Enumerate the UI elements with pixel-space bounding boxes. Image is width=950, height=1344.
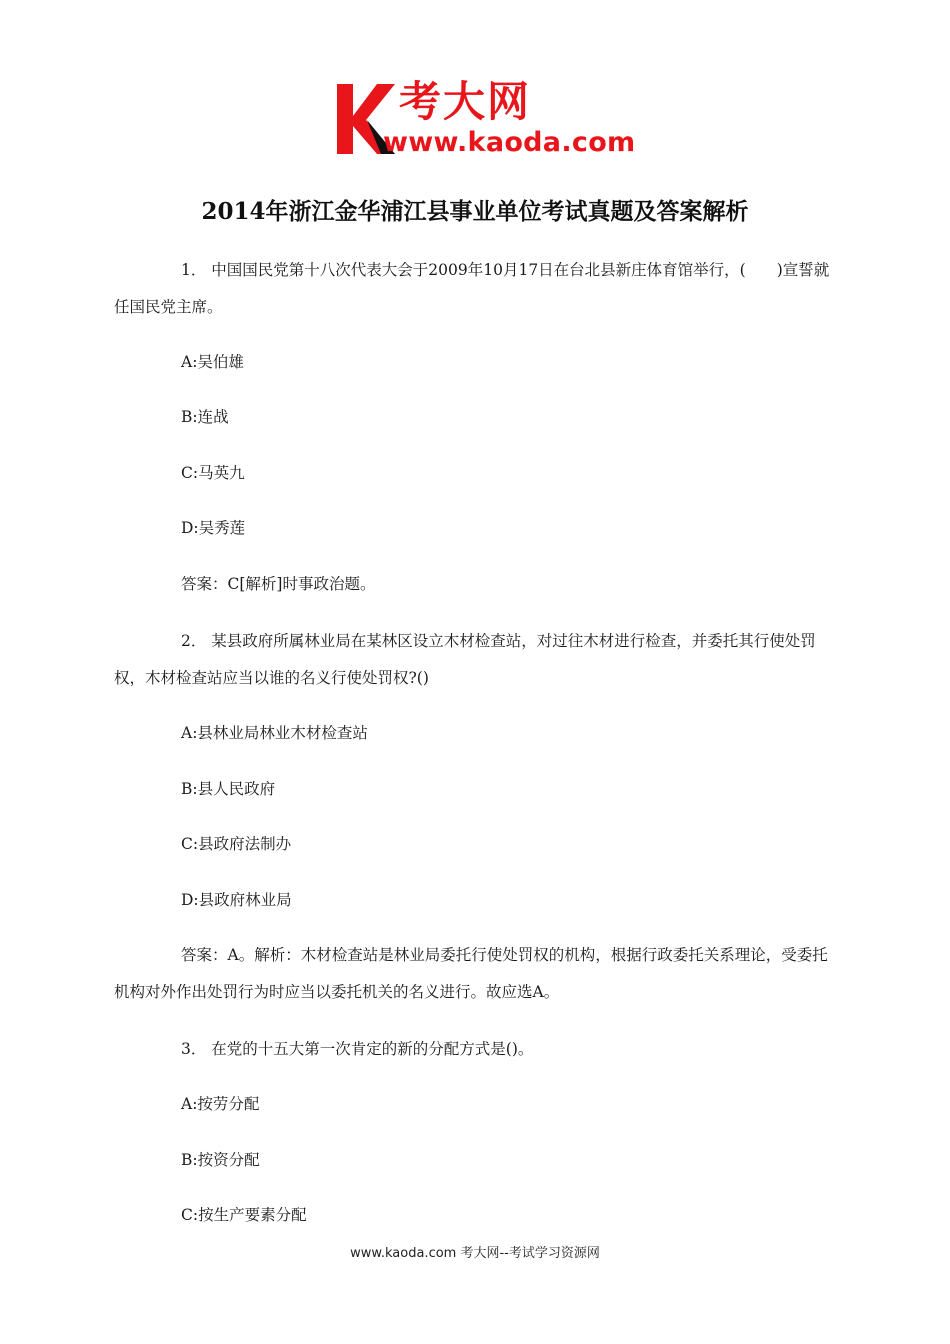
question-1-option-a: A:吴伯雄: [181, 353, 244, 371]
site-logo: [333, 78, 653, 160]
document-title: 2014年浙江金华浦江县事业单位考试真题及答案解析: [201, 198, 749, 226]
question-2-option-a: A:县林业局林业木材检查站: [181, 724, 368, 742]
question-1-stem: 1． 中国国民党第十八次代表大会于2009年10月17日在台北县新庄体育馆举行，( )宣誓就任国民党主席。: [114, 261, 830, 316]
question-1-answer: 答案：C[解析]时事政治题。: [181, 575, 376, 593]
question-3-option-c: C:按生产要素分配: [181, 1206, 307, 1224]
page-footer: www.kaoda.com 考大网--考试学习资源网: [350, 1246, 600, 1261]
logo-brand-cn: 考大网: [399, 77, 532, 126]
question-3-option-b: B:按资分配: [181, 1151, 260, 1169]
question-3-stem: 3． 在党的十五大第一次肯定的新的分配方式是()。: [181, 1040, 534, 1058]
question-2-option-b: B:县人民政府: [181, 780, 276, 798]
question-3-option-a: A:按劳分配: [181, 1095, 260, 1113]
question-2-option-d: D:县政府林业局: [181, 891, 292, 909]
question-2-answer: 答案：A。解析：木材检查站是林业局委托行使处罚权的机构，根据行政委托关系理论，受委托机构对外作出处罚行为时应当以委托机关的名义进行。故应选A。: [114, 946, 828, 1001]
logo-brand-url: www.kaoda.com: [383, 127, 636, 158]
question-2-option-c: C:县政府法制办: [181, 835, 292, 853]
question-2-stem: 2． 某县政府所属林业局在某林区设立木材检查站，对过往木材进行检查，并委托其行使处罚权，木材检查站应当以谁的名义行使处罚权?(): [114, 632, 816, 687]
question-1-option-c: C:马英九: [181, 464, 245, 482]
question-1-option-d: D:吴秀莲: [181, 519, 246, 537]
question-1-option-b: B:连战: [181, 408, 229, 426]
